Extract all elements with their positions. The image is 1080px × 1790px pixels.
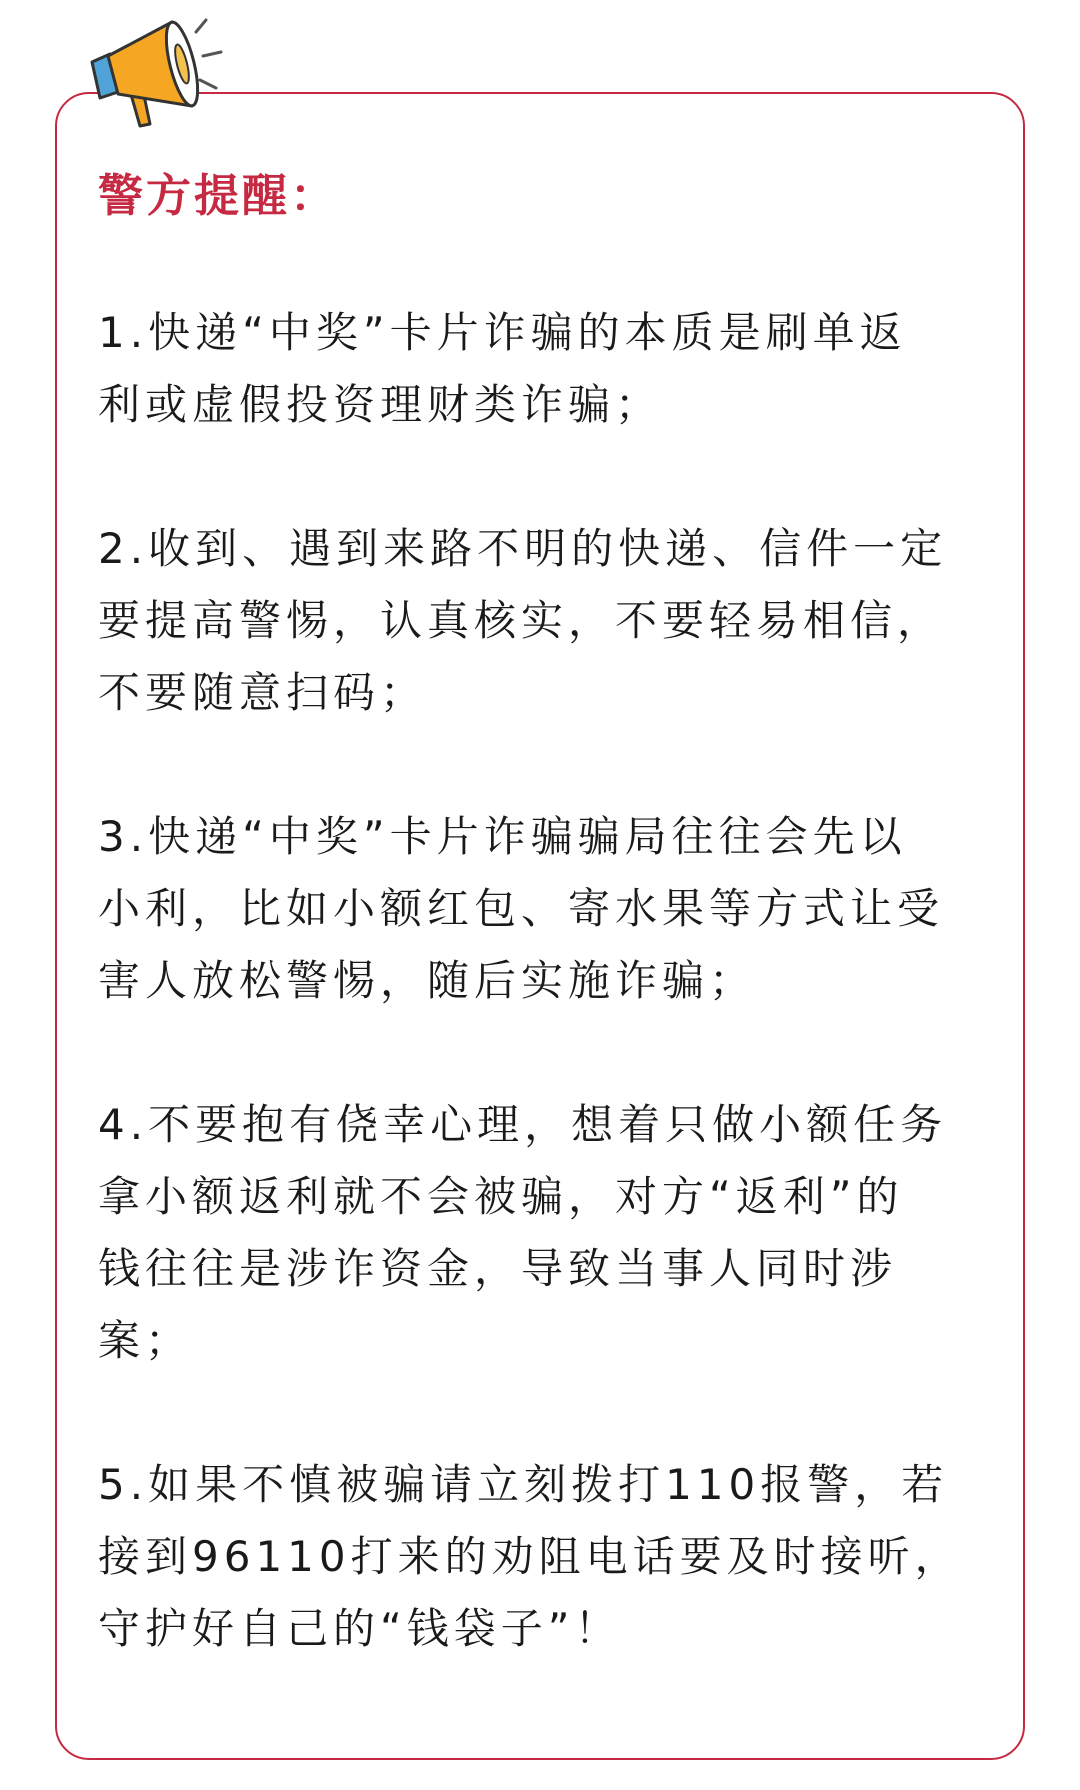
page-title: 警方提醒： [98, 169, 339, 222]
item-line: 3.快递“中奖”卡片诈骗骗局往往会先以 [98, 812, 907, 861]
item-line: 害人放松警惕，随后实施诈骗； [98, 956, 757, 1005]
item-line: 1.快递“中奖”卡片诈骗的本质是刷单返 [98, 308, 907, 357]
item-line: 接到96110打来的劝阻电话要及时接听， [98, 1532, 962, 1581]
item-line: 利或虚假投资理财类诈骗； [98, 380, 663, 429]
list-item [98, 1089, 988, 1377]
list-item [98, 1449, 988, 1665]
item-line: 案； [98, 1316, 193, 1365]
item-line: 小利，比如小额红包、寄水果等方式让受 [98, 884, 945, 933]
megaphone-icon [88, 14, 228, 144]
item-line: 守护好自己的“钱袋子”！ [98, 1604, 622, 1653]
list-item [98, 513, 988, 729]
item-line: 4.不要抱有侥幸心理，想着只做小额任务 [98, 1100, 948, 1149]
item-line: 钱往往是涉诈资金，导致当事人同时涉 [98, 1244, 898, 1293]
reminder-list [98, 297, 988, 1737]
item-line: 2.收到、遇到来路不明的快递、信件一定 [98, 524, 948, 573]
item-line: 要提高警惕，认真核实，不要轻易相信， [98, 596, 945, 645]
list-item [98, 801, 988, 1017]
list-item [98, 297, 988, 441]
item-line: 5.如果不慎被骗请立刻拨打110报警，若 [98, 1460, 949, 1509]
item-line: 拿小额返利就不会被骗，对方“返利”的 [98, 1172, 904, 1221]
item-line: 不要随意扫码； [98, 668, 428, 717]
